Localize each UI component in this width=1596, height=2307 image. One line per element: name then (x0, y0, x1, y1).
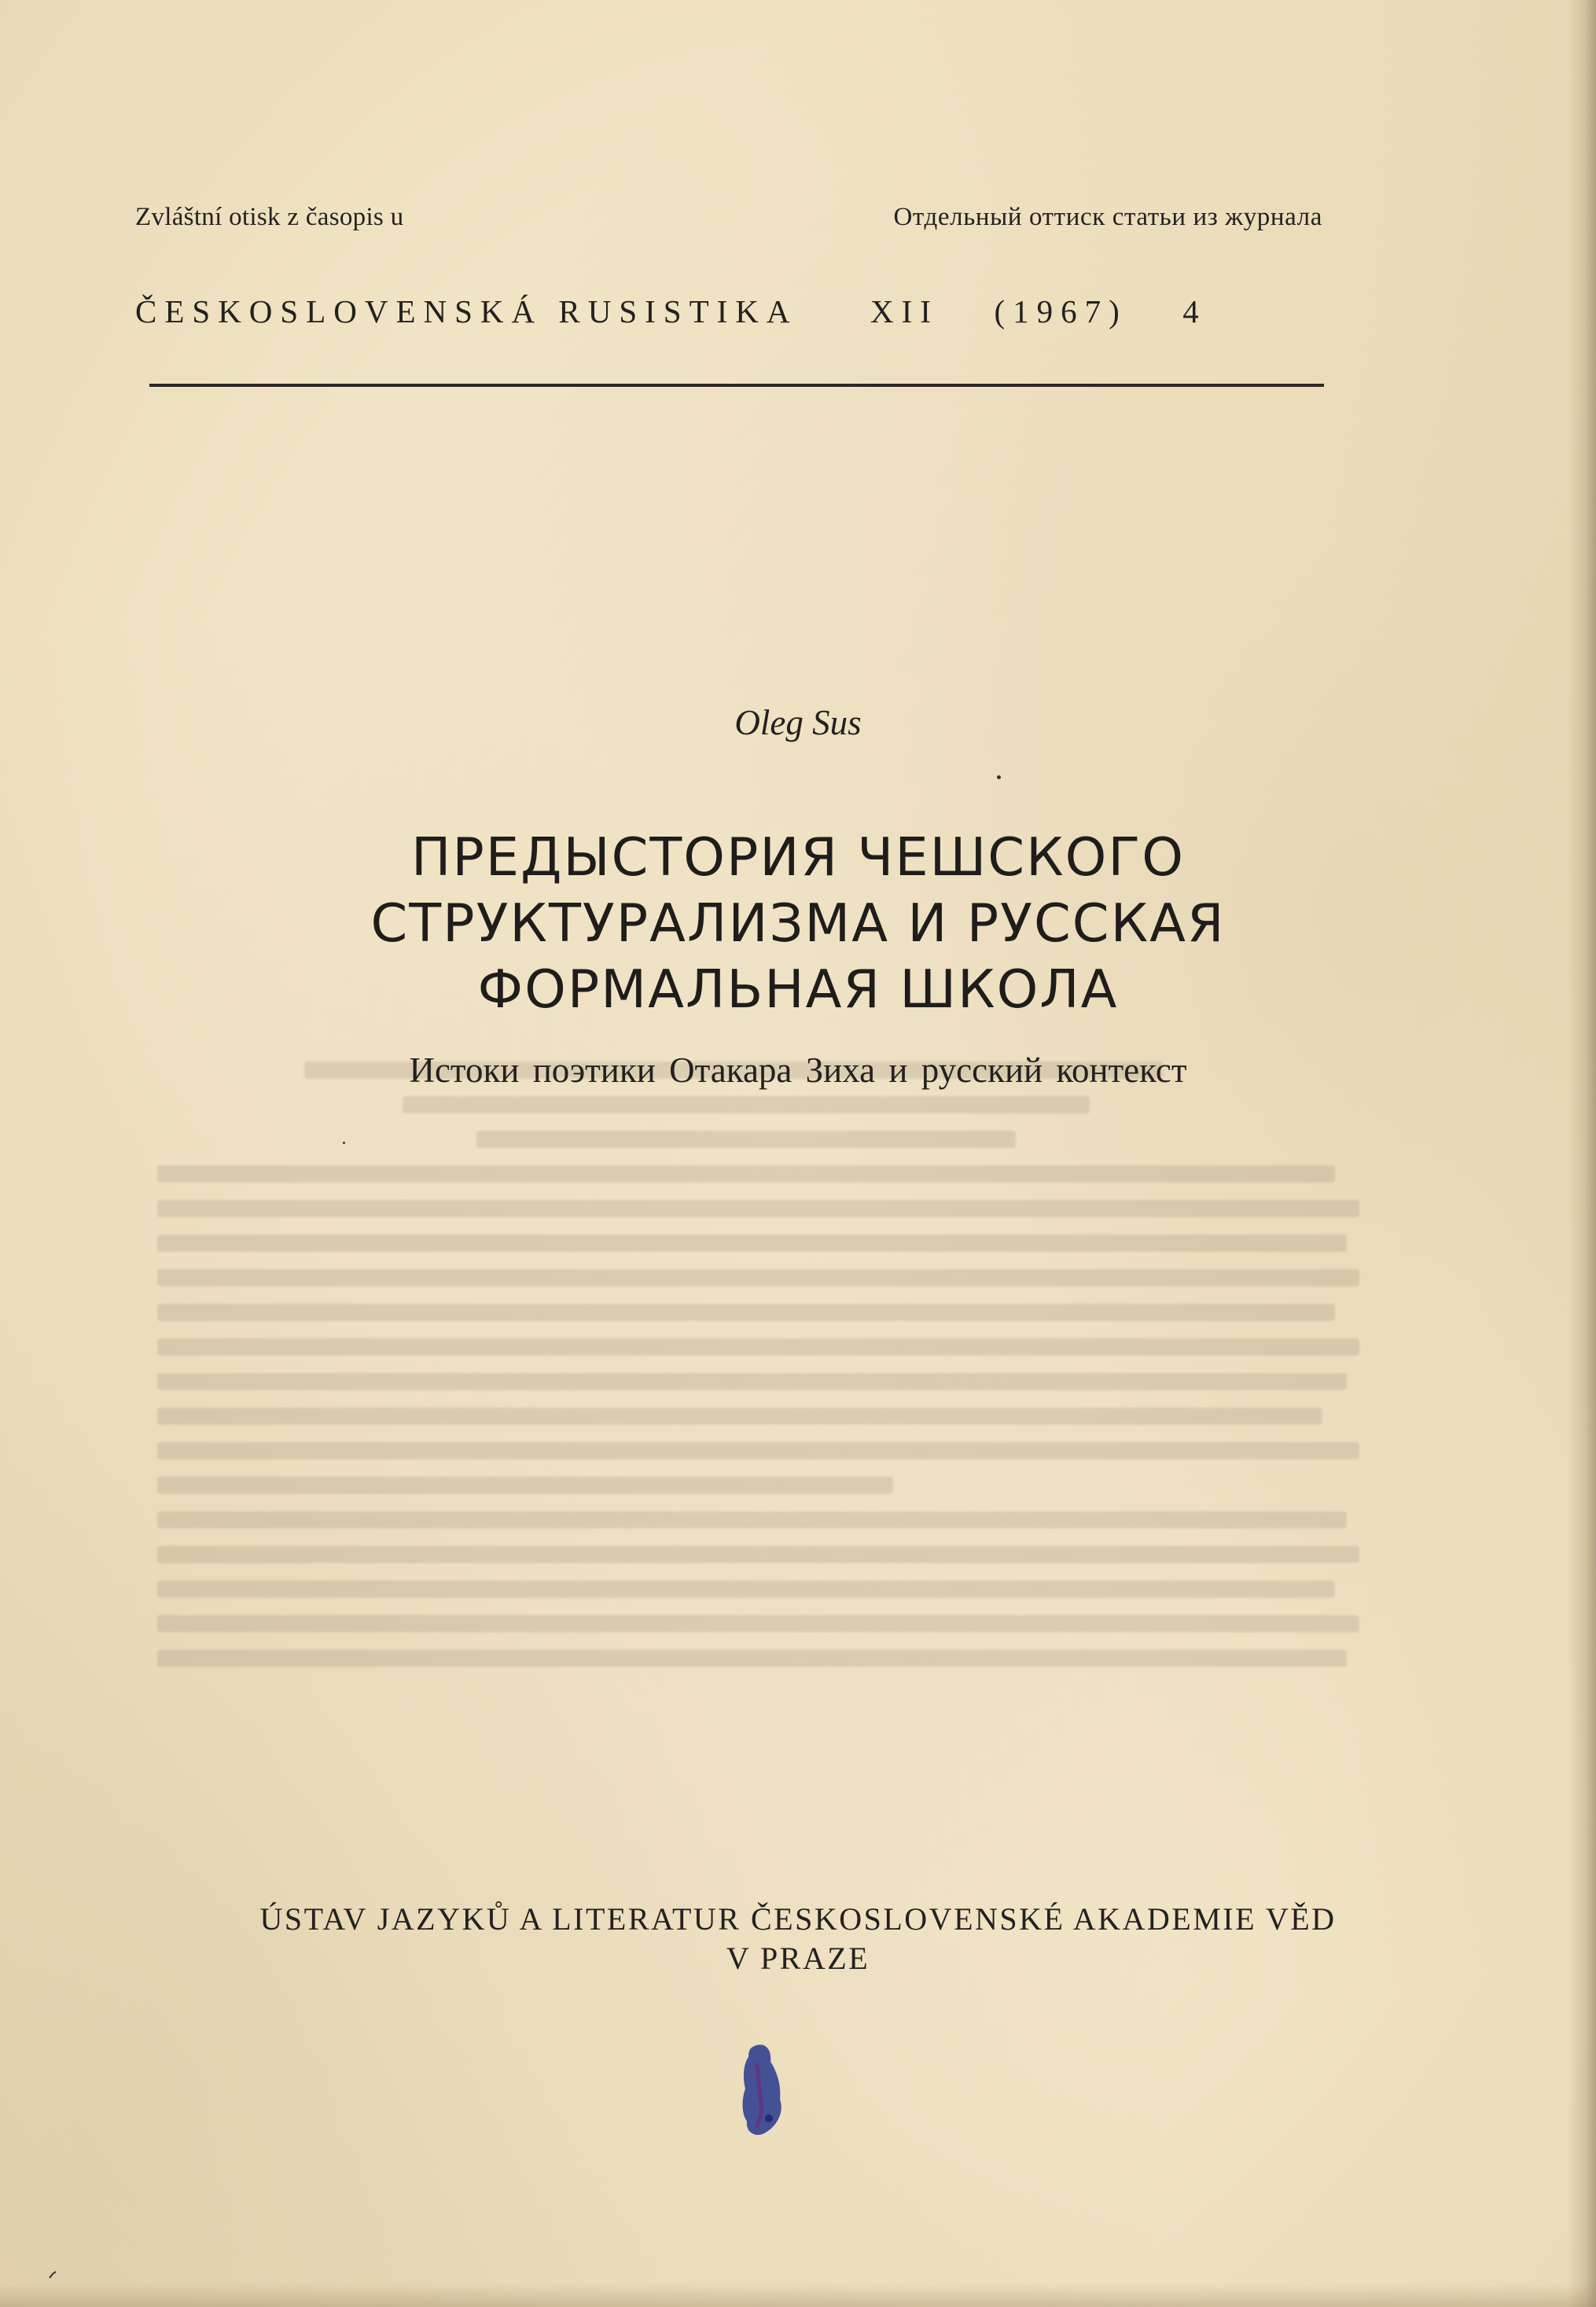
journal-name: ČESKOSLOVENSKÁ RUSISTIKA (135, 293, 798, 329)
title-line: СТРУКТУРАЛИЗМА И РУССКАЯ (370, 892, 1226, 954)
article-title (0, 824, 1596, 1022)
show-through-texture (157, 1046, 1384, 2037)
publisher-name: ÚSTAV JAZYKŮ A LITERATUR ČESKOSLOVENSKÉ AKADEMIE VĚD (259, 1901, 1337, 1937)
paper-bottom-shadow (0, 2283, 1596, 2307)
journal-issue: 4 (1182, 293, 1207, 329)
title-line: ФОРМАЛЬНАЯ ШКОЛА (477, 958, 1119, 1020)
offprint-note-russian: Отдельный оттиск статьи из журнала (893, 203, 1322, 231)
ink-blot-stamp (725, 2040, 796, 2142)
journal-volume: XII (870, 293, 939, 329)
offprint-note-czech: Zvláštní otisk z časopis u (135, 203, 404, 231)
journal-line (135, 293, 1322, 330)
author-name: Oleg Sus (734, 703, 862, 742)
journal-year: (1967) (994, 293, 1127, 329)
header-rule (149, 384, 1324, 387)
corner-pencil-mark (49, 2271, 57, 2279)
ink-speck (343, 1142, 345, 1144)
article-subtitle: Истоки поэтики Отакара Зиха и русский контекст (409, 1050, 1187, 1090)
publisher-block (0, 1900, 1596, 1978)
publisher-city: V PRAZE (726, 1941, 870, 1976)
ink-speck (997, 775, 1001, 779)
title-line: ПРЕДЫСТОРИЯ ЧЕШСКОГО (411, 826, 1185, 888)
offprint-header (135, 203, 1322, 237)
